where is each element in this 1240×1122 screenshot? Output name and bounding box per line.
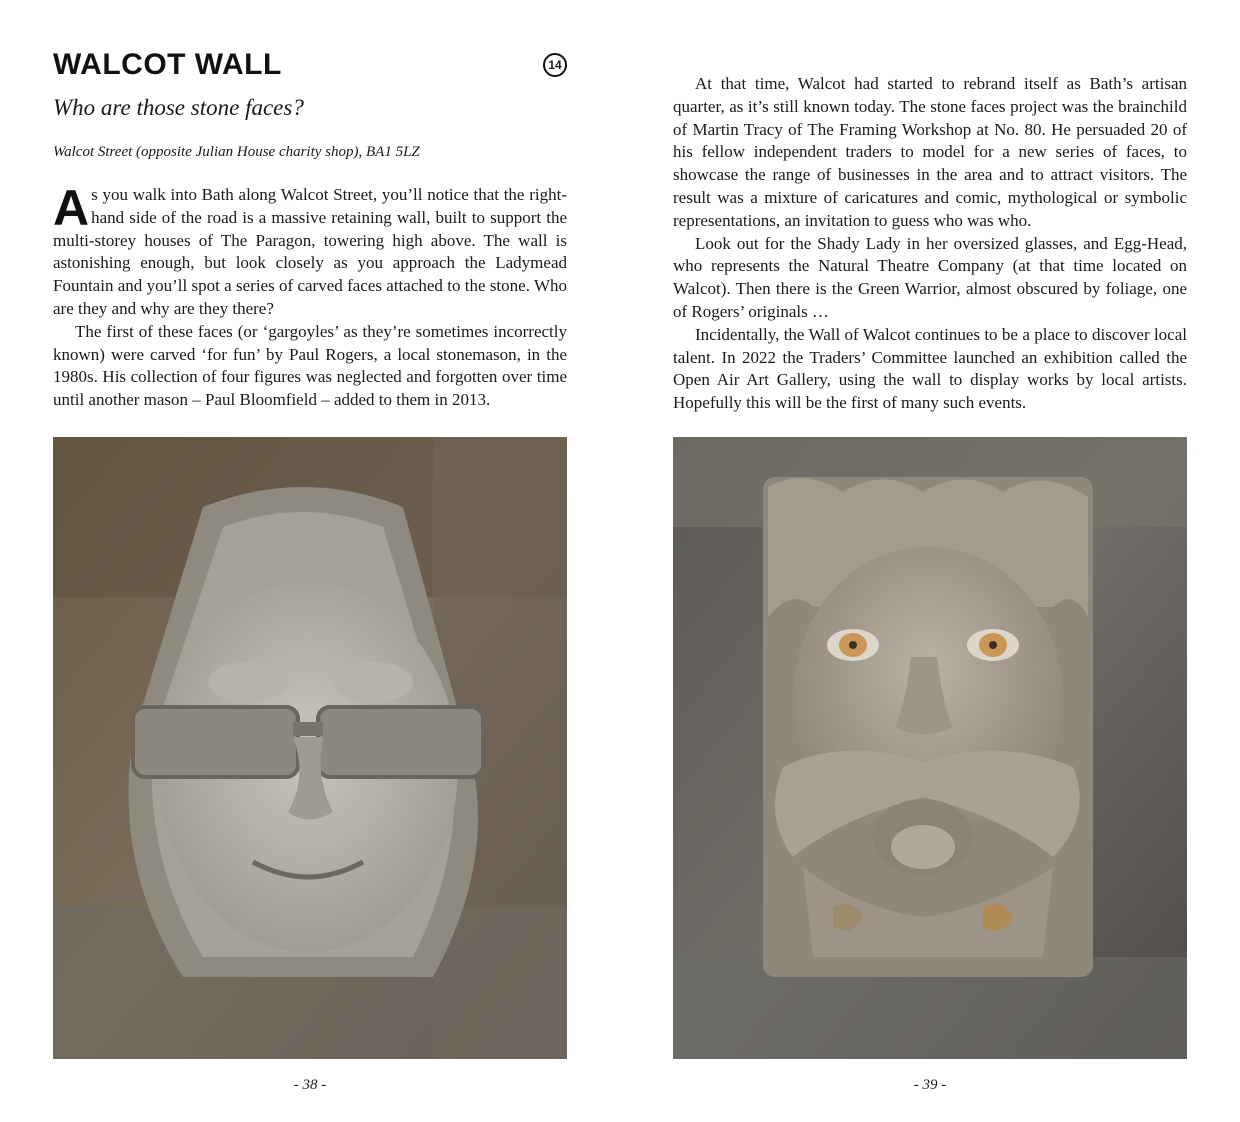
- address-line: Walcot Street (opposite Julian House charity shop), BA1 5LZ: [53, 144, 420, 160]
- green-man-stone-face-photo: [673, 437, 1187, 1059]
- page-number: - 38 -: [293, 1077, 327, 1093]
- drop-cap: A: [53, 180, 90, 236]
- paragraph: The first of these faces (or ‘gargoyles’ as they’re sometimes incorrectly known) were carved ‘for fun’ by Paul Rogers, a local stonemason, in the 1980s. His collection of four figures was neglected and forgotten over time until another mason – Paul Bloomfield – added to them in 2013.: [53, 321, 567, 410]
- paragraph: Incidentally, the Wall of Walcot continues to be a place to discover local talent. In 2022 the Traders’ Committee launched an exhibition called the Open Air Art Gallery, using the wall to display works by local artists. Hopefully this will be the first of many such events.: [673, 324, 1187, 413]
- entry-number-badge: 14: [543, 53, 567, 77]
- body-text-left: [53, 180, 567, 412]
- stone-face-sunglasses-photo: [53, 437, 567, 1059]
- body-text-right: [673, 73, 1187, 415]
- paragraph: [53, 180, 567, 321]
- paragraph-text: s you walk into Bath along Walcot Street, you’ll notice that the right-hand side of the road is a massive retaining wall, built to support the multi-storey houses of The Paragon, towering high above. The wall is astonishing enough, but look closely as you approach the Ladymead Fountain and you’ll spot a series of carved faces attached to the stone. Who are they and why are they there?: [53, 185, 567, 318]
- paragraph: Look out for the Shady Lady in her oversized glasses, and Egg-Head, who represents the Natural Theatre Company (at that time located on Walcot). Then there is the Green Warrior, almost obscured by foliage, one of Rogers’ originals …: [673, 233, 1187, 321]
- page-title: WALCOT WALL: [53, 48, 282, 81]
- paragraph: At that time, Walcot had started to rebrand itself as Bath’s artisan quarter, as it’s still known today. The stone faces project was the brainchild of Martin Tracy of The Framing Workshop at No. 80. He persuaded 20 of his fellow independent traders to model for a new series of faces, to showcase the range of businesses in the area and to attract visitors. The result was a mixture of caricatures and comic, mythological or symbolic representations, an invitation to guess who was who.: [673, 74, 1187, 230]
- page-number: - 39 -: [913, 1077, 947, 1093]
- right-page: [620, 0, 1240, 1122]
- page-subtitle: Who are those stone faces?: [53, 95, 304, 120]
